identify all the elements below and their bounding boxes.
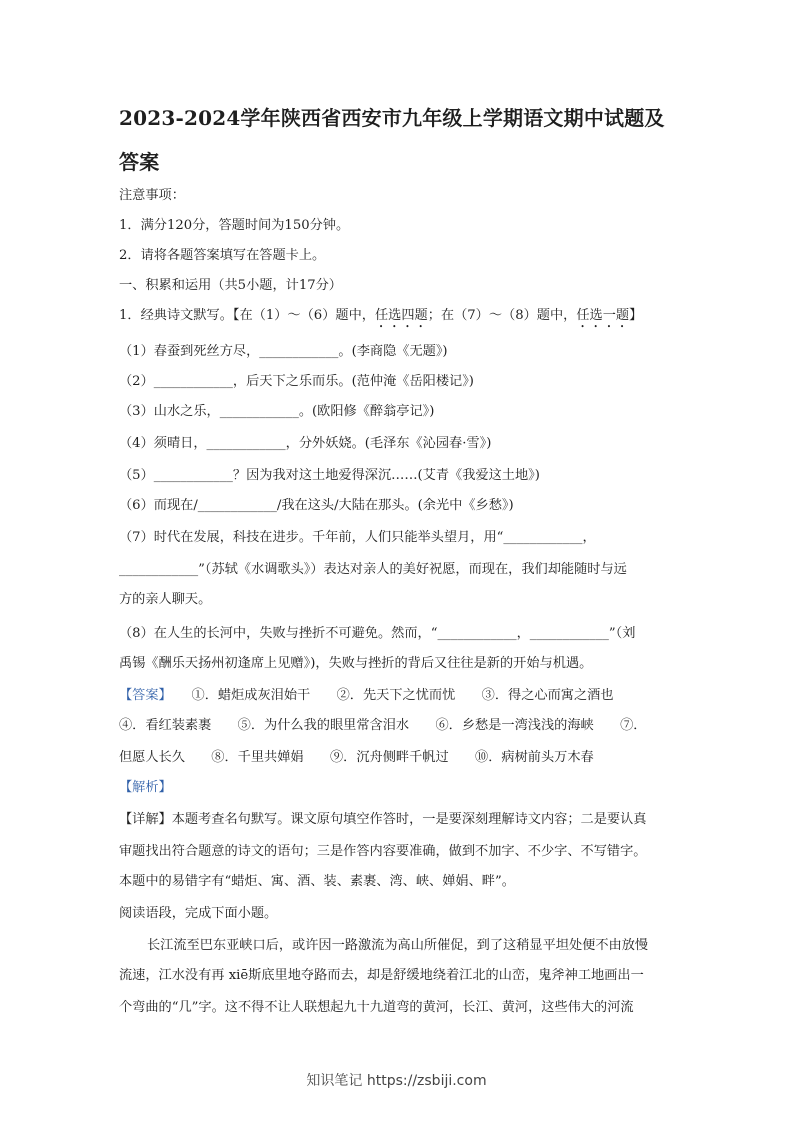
detail-line-2: 审题找出符合题意的诗文的语句；三是作答内容要准确，做到不加字、不少字、不写错字。 <box>119 844 647 859</box>
question-1-item-8-line-1: （8）在人生的长河中，失败与挫折不可避免。然而，“____________，____________”（刘 <box>119 626 636 641</box>
question-1-item-3: （3）山水之乐，____________。(欧阳修《醉翁亭记》) <box>119 404 435 419</box>
q1-stem-c: ；在（7）～（8）题中， <box>427 308 577 323</box>
question-1-item-7-line-2: ____________”（苏轼《水调歌头》）表达对亲人的美好祝愿，而现在，我们却能随时与远 <box>119 562 627 577</box>
question-1-item-7-line-1: （7）时代在发展，科技在进步。千年前，人们只能举头望月，用“____________， <box>119 530 596 545</box>
detail-line-3: 本题中的易错字有“蜡炬、寓、酒、装、素裹、湾、峡、婵娟、畔”。 <box>119 874 515 889</box>
answer-text-1: ①．蜡炬成灰泪始干 ②．先天下之忧而忧 ③．得之心而寓之酒也 <box>191 688 614 703</box>
question-1-item-2: （2）____________，后天下之乐而乐。(范仲淹《岳阳楼记》) <box>119 374 474 389</box>
title-line-1: 2023-2024学年陕西省西安市九年级上学期语文期中试题及 <box>119 106 665 130</box>
notice-item-1: 1．满分120分，答题时间为150分钟。 <box>119 218 350 233</box>
q1-stem-e: 】 <box>629 308 643 323</box>
notice-item-2: 2．请将各题答案填写在答题卡上。 <box>119 248 326 263</box>
question-1-item-7-line-3: 方的亲人聊天。 <box>119 592 212 607</box>
page-title <box>119 96 679 184</box>
q1-emphasis-choose-one: 任选一题 <box>576 308 630 323</box>
question-1-item-6: （6）而现在/____________/我在这头/大陆在那头。(余光中《乡愁》) <box>119 498 514 513</box>
answer-line-3: 但愿人长久 ⑧．千里共婵娟 ⑨．沉舟侧畔千帆过 ⑩．病树前头万木春 <box>119 750 594 765</box>
q1-stem-a: 1．经典诗文默写。【在（1）～（6）题中， <box>119 308 375 323</box>
passage-line-1: 长江流至巴东亚峡口后，或许因一路激流为高山所催促，到了这稍显平坦处便不由放慢 <box>147 938 649 953</box>
analysis-label: 【解析】 <box>119 780 172 795</box>
section-heading-1: 一、积累和运用（共5小题，计17分） <box>119 278 342 293</box>
footer-watermark: 知识笔记 https://zsbiji.com <box>306 1073 487 1089</box>
reading-prompt: 阅读语段，完成下面小题。 <box>119 906 278 921</box>
answer-line-1 <box>119 686 614 706</box>
question-1-item-4: （4）须晴日，____________，分外妖娆。(毛泽东《沁园春·雪》) <box>119 436 492 451</box>
detail-line-1: 【详解】本题考查名句默写。课文原句填空作答时，一是要深刻理解诗文内容；二是要认真 <box>119 812 647 827</box>
notice-header: 注意事项： <box>119 188 185 203</box>
question-1-item-1: （1）春蚕到死丝方尽，____________。(李商隐《无题》) <box>119 344 448 359</box>
question-1-item-8-line-2: 禹锡《酬乐天扬州初逢席上见赠》)，失败与挫折的背后又往往是新的开始与机遇。 <box>119 656 593 671</box>
title-line-2: 答案 <box>119 150 160 174</box>
question-1-item-5: （5）____________？因为我对这土地爱得深沉……(艾青《我爱这土地》) <box>119 468 540 483</box>
question-1-stem <box>119 306 642 331</box>
passage-line-3: 个弯曲的“几”字。这不得不让人联想起九十九道弯的黄河，长江、黄河，这些伟大的河流 <box>119 1000 634 1015</box>
answer-line-2: ④．看红装素裹 ⑤．为什么我的眼里常含泪水 ⑥．乡愁是一湾浅浅的海峡 ⑦． <box>119 718 647 733</box>
q1-emphasis-choose-four: 任选四题 <box>374 308 428 323</box>
answer-label: 【答案】 <box>119 688 166 703</box>
passage-line-2: 流速，江水没有再 xiē斯底里地夺路而去，却是舒缓地绕着江北的山峦，鬼斧神工地画出一 <box>119 968 644 983</box>
